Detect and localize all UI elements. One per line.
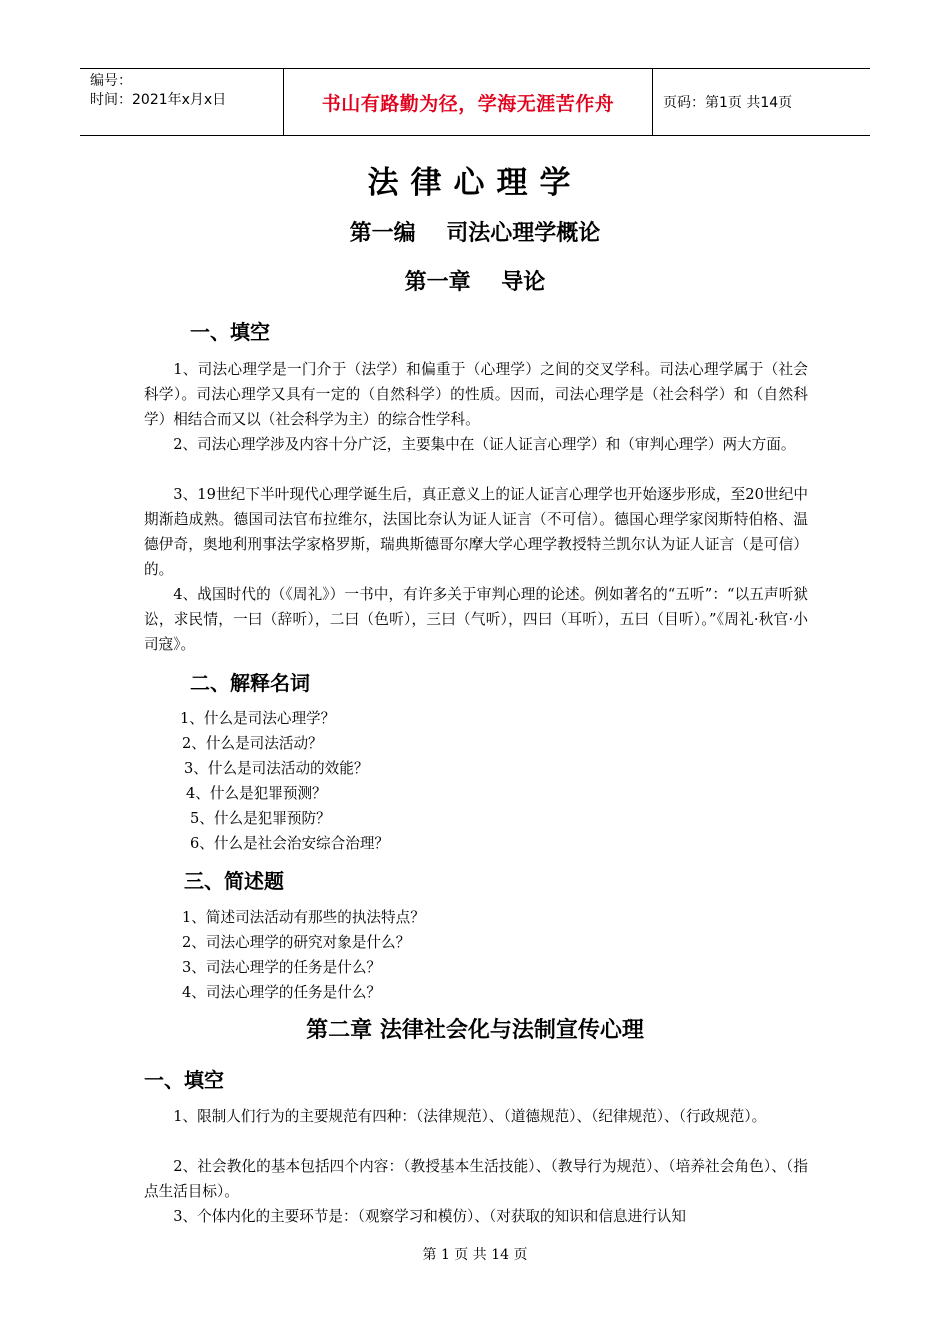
header-meta [80,69,283,135]
chapter2-paragraph-2: 2、社会教化的基本包括四个内容：（教授基本生活技能）、（教导行为规范）、（培养社会角色）、（指点生活目标）。 [144,1158,808,1200]
definition-item: 4、什么是犯罪预测？ [186,785,327,802]
chapter2-section1-heading: 一、填空 [144,1068,224,1092]
header-page-info: 页码：第1页 共14页 [663,95,793,111]
document-title: 法律心理学 [367,165,583,201]
chapter2-paragraph-3: 3、个体内化的主要环节是：（观察学习和模仿）、（对获取的知识和信息进行认知 [173,1208,686,1225]
document-header [80,68,870,136]
short-answer-item: 4、司法心理学的任务是什么？ [182,984,382,1001]
definition-item: 5、什么是犯罪预防？ [190,810,331,827]
chapter1-section1-heading: 一、填空 [190,320,270,344]
chapter1-section3-heading: 三、简述题 [184,869,284,893]
header-motto: 书山有路勤为径，学海无涯苦作舟 [321,92,615,115]
header-page-info-cell [653,69,870,135]
chapter1-section2-heading: 二、解释名词 [190,671,310,695]
chapter2-title: 第二章 法律社会化与法制宣传心理 [306,1018,644,1043]
short-answer-item: 3、司法心理学的任务是什么？ [182,959,382,976]
page-footer: 第 1 页 共 14 页 [422,1247,528,1263]
chapter1-paragraph-3: 3、19世纪下半叶现代心理学诞生后，真正意义上的证人证言心理学也开始逐步形成，至20世纪中期渐趋成熟。德国司法官布拉维尔，法国比奈认为证人证言（不可信）。德国心理学家闵斯特伯格、温德伊奇，奥地利刑事法学家格罗斯，瑞典斯德哥尔摩大学心理学教授特兰凯尔认为证人证言（是可信）的。 [144,486,808,578]
chapter2-paragraph-1: 1、限制人们行为的主要规范有四种：（法律规范）、（道德规范）、（纪律规范）、（行政规范）。 [173,1108,767,1125]
definition-item: 3、什么是司法活动的效能？ [184,760,369,777]
definition-item: 2、什么是司法活动？ [182,735,323,752]
chapter1-title: 第一章 导论 [404,270,546,295]
date-label: 时间：2021年x月x日 [90,92,227,108]
definition-item: 6、什么是社会治安综合治理？ [190,835,390,852]
chapter1-paragraph-2: 2、司法心理学涉及内容十分广泛，主要集中在（证人证言心理学）和（审判心理学）两大方面。 [173,436,796,453]
part-title: 第一编 司法心理学概论 [349,221,601,246]
header-motto-cell [283,69,653,135]
chapter1-paragraph-4: 4、战国时代的（《周礼》）一书中，有许多关于审判心理的论述。例如著名的“五听”：“以五声听狱讼，求民情，一曰（辞听），二曰（色听），三曰（气听），四曰（耳听），五曰（目听）。”《周礼·秋官·小司寇》。 [144,586,808,653]
definition-item: 1、什么是司法心理学？ [180,710,336,727]
chapter1-paragraph-1: 1、司法心理学是一门介于（法学）和偏重于（心理学）之间的交叉学科。司法心理学属于（社会科学）。司法心理学又具有一定的（自然科学）的性质。因而，司法心理学是（社会科学）和（自然科学）相结合而又以（社会科学为主）的综合性学科。 [144,361,808,428]
number-label: 编号： [90,73,132,89]
short-answer-item: 2、司法心理学的研究对象是什么？ [182,934,411,951]
short-answer-item: 1、简述司法活动有那些的执法特点？ [182,909,425,926]
